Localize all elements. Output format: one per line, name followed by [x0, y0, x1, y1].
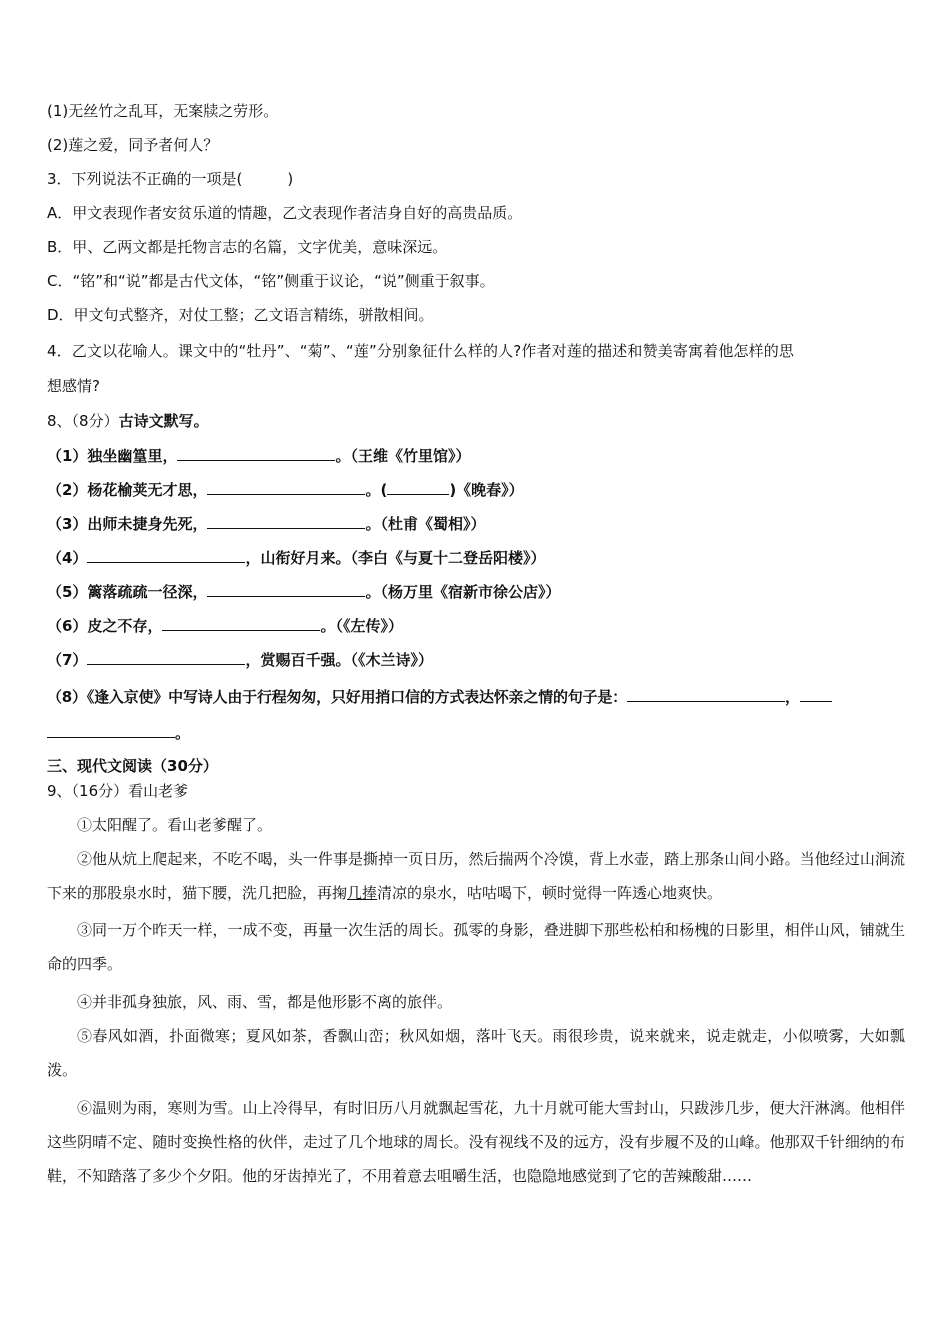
option-c: C．“铭”和“说”都是古代文体，“铭”侧重于议论，“说”侧重于叙事。	[47, 272, 495, 290]
option-b: B．甲、乙两文都是托物言志的名篇，文字优美，意味深远。	[47, 238, 448, 256]
option-a: A．甲文表现作者安贫乐道的情趣，乙文表现作者洁身自好的高贵品质。	[47, 204, 523, 222]
passage-paragraph-1: ①太阳醒了。看山老爹醒了。	[77, 816, 273, 834]
fill-8-mid: ，	[784, 688, 800, 706]
fill-line-3	[47, 513, 907, 534]
blank-2-author[interactable]	[387, 479, 449, 495]
fill-6-suffix: 。（《左传》）	[320, 617, 403, 635]
question-3: 3．下列说法不正确的一项是( )	[47, 170, 294, 188]
blank-6[interactable]	[162, 615, 320, 631]
fill-2-mid: 。(	[365, 481, 388, 499]
fill-6-prefix: （6）皮之不存，	[47, 617, 163, 635]
fill-line-2	[47, 479, 907, 500]
section-3-title: 三、现代文阅读（30分）	[47, 757, 218, 775]
paragraph-2-text-b: 清凉的泉水，咕咕喝下，顿时觉得一阵透心地爽快。	[377, 884, 723, 902]
question-4-line2: 想感情?	[47, 377, 100, 395]
blank-8a[interactable]	[627, 686, 785, 702]
fill-8-prefix: （8）《逢入京使》中写诗人由于行程匆匆，只好用捎口信的方式表达怀亲之情的句子是：	[47, 688, 627, 706]
fill-5-prefix: （5）篱落疏疏一径深，	[47, 583, 208, 601]
fill-2-suffix: )《晚春》）	[449, 481, 524, 499]
fill-4-prefix: （4）	[47, 549, 88, 567]
blank-3[interactable]	[207, 513, 365, 529]
passage-paragraph-3: ③同一万个昨天一样，一成不变，再量一次生活的周长。孤零的身影，叠进脚下那些松柏和杨槐的日影里，相伴山风，铺就生命的四季。	[47, 921, 905, 973]
passage-paragraph-4: ④并非孤身独旅，风、雨、雪，都是他形影不离的旅伴。	[77, 993, 453, 1011]
question-9-header	[47, 781, 907, 801]
fill-1-prefix: （1）独坐幽篁里，	[47, 447, 178, 465]
question-8-number: 8、（8分）	[47, 412, 119, 430]
passage-title: 看山老爹	[128, 782, 189, 800]
fill-line-7	[47, 649, 907, 670]
fill-4-suffix: ，山衔好月来。（李白《与夏十二登岳阳楼》）	[245, 549, 546, 567]
blank-2[interactable]	[207, 479, 365, 495]
paragraph-2-text-a: ②他从炕上爬起来，不吃不喝，头一件事是撕掉一页日历，然后揣两个冷馍，背上水壶，踏上那条山间小路。当他经过山涧流下来的那股泉水时，猫下腰，洗几把脸，再掬	[47, 850, 905, 902]
fill-line-6	[47, 615, 907, 636]
question-9-number: 9、（16分）	[47, 782, 129, 800]
fill-7-suffix: ，赏赐百千强。（《木兰诗》）	[245, 651, 433, 669]
answer-item-2: (2)莲之爱，同予者何人？	[47, 136, 219, 154]
blank-7[interactable]	[87, 649, 245, 665]
fill-3-prefix: （3）出师未捷身先死，	[47, 515, 208, 533]
fill-1-suffix: 。（王维《竹里馆》）	[335, 447, 471, 465]
fill-7-prefix: （7）	[47, 651, 88, 669]
answer-item-1: (1)无丝竹之乱耳，无案牍之劳形。	[47, 102, 279, 120]
fill-3-suffix: 。（杜甫《蜀相》）	[365, 515, 486, 533]
question-8-title: 古诗文默写。	[118, 412, 209, 430]
fill-2-prefix: （2）杨花榆荚无才思，	[47, 481, 208, 499]
blank-8b-end[interactable]	[47, 722, 175, 738]
fill-line-1	[47, 445, 907, 466]
blank-4[interactable]	[87, 547, 245, 563]
blank-1[interactable]	[177, 445, 335, 461]
fill-line-5	[47, 581, 907, 602]
blank-8b-start[interactable]	[800, 686, 832, 702]
passage-paragraph-5: ⑤春风如酒，扑面微寒；夏风如茶，香飘山峦；秋风如烟，落叶飞天。雨很珍贵，说来就来，说走就走，小似喷雾，大如瓢泼。	[47, 1027, 905, 1079]
fill-line-8	[47, 686, 907, 707]
passage-paragraph-2	[47, 842, 905, 910]
fill-8-end: 。	[175, 724, 191, 742]
question-4-line1: 4．乙文以花喻人。课文中的“牡丹”、“菊”、“莲”分别象征什么样的人?作者对莲的描述和赞美寄寓着他怎样的思	[47, 342, 795, 360]
passage-paragraph-6: ⑥温则为雨，寒则为雪。山上冷得早，有时旧历八月就飘起雪花，九十月就可能大雪封山，只跋涉几步，便大汗淋漓。他相伴这些阴晴不定、随时变换性格的伙伴，走过了几个地球的周长。没有视线不及的远方，没有步履不及的山峰。他那双千针细纳的布鞋，不知踏落了多少个夕阳。他的牙齿掉光了，不用着意去咀嚼生活，也隐隐地感觉到了它的苦辣酸甜……	[47, 1099, 905, 1185]
fill-line-4	[47, 547, 907, 568]
fill-line-8-cont	[47, 722, 907, 743]
option-d: D．甲文句式整齐，对仗工整；乙文语言精练，骈散相间。	[47, 306, 434, 324]
question-8-header	[47, 411, 907, 431]
blank-5[interactable]	[207, 581, 365, 597]
underlined-term: 几捧	[347, 884, 378, 902]
fill-5-suffix: 。（杨万里《宿新市徐公店》）	[365, 583, 561, 601]
